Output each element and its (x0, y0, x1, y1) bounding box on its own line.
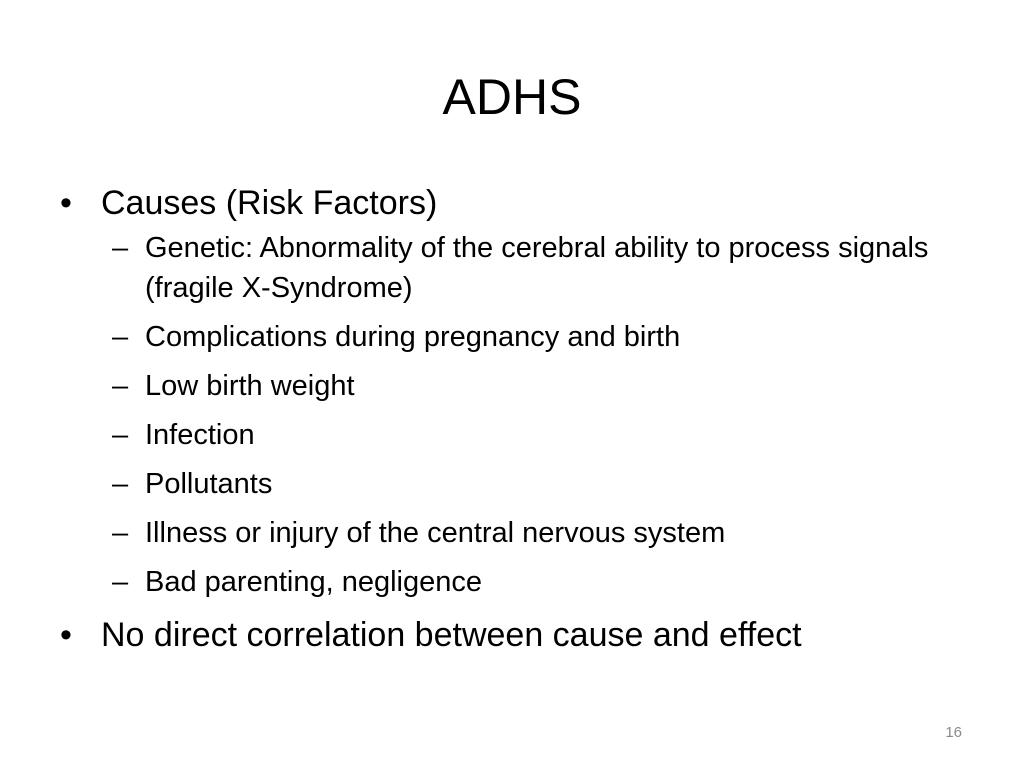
bullet-text: No direct correlation between cause and effect (101, 616, 802, 654)
bullet-text: Causes (Risk Factors) (101, 184, 438, 222)
sub-bullet-text: Infection (145, 419, 255, 451)
dash-icon: – (112, 370, 129, 402)
sub-bullet-infection (60, 415, 980, 455)
dash-icon: – (112, 232, 129, 264)
sub-bullet-parenting (60, 562, 980, 602)
sub-bullet-text: Complications during pregnancy and birth (145, 321, 681, 353)
dash-icon: – (112, 517, 129, 549)
bullet-causes (60, 180, 980, 226)
slide-title: ADHS (442, 69, 582, 125)
dash-icon: – (112, 419, 129, 451)
sub-bullet-cns (60, 513, 980, 553)
sub-bullet-text: Pollutants (145, 468, 273, 500)
risk-factors-list (60, 228, 980, 602)
sub-bullet-complications (60, 317, 980, 357)
sub-bullet-low-birth-weight (60, 366, 980, 406)
sub-bullet-text: Low birth weight (145, 370, 355, 402)
dash-icon: – (112, 321, 129, 353)
sub-bullet-genetic (60, 228, 980, 308)
dash-icon: – (112, 468, 129, 500)
bullet-dot-icon: • (60, 616, 72, 654)
sub-bullet-pollutants (60, 464, 980, 504)
sub-bullet-text: Illness or injury of the central nervous system (145, 517, 726, 549)
bullet-no-correlation (60, 612, 980, 658)
sub-bullet-text: Bad parenting, negligence (145, 566, 482, 598)
page-number: 16 (945, 724, 962, 741)
bullet-dot-icon: • (60, 184, 72, 222)
slide-body (60, 180, 980, 658)
sub-bullet-text: Genetic: Abnormality of the cerebral ability to process signals (fragile X-Syndrome) (145, 232, 929, 304)
dash-icon: – (112, 566, 129, 598)
